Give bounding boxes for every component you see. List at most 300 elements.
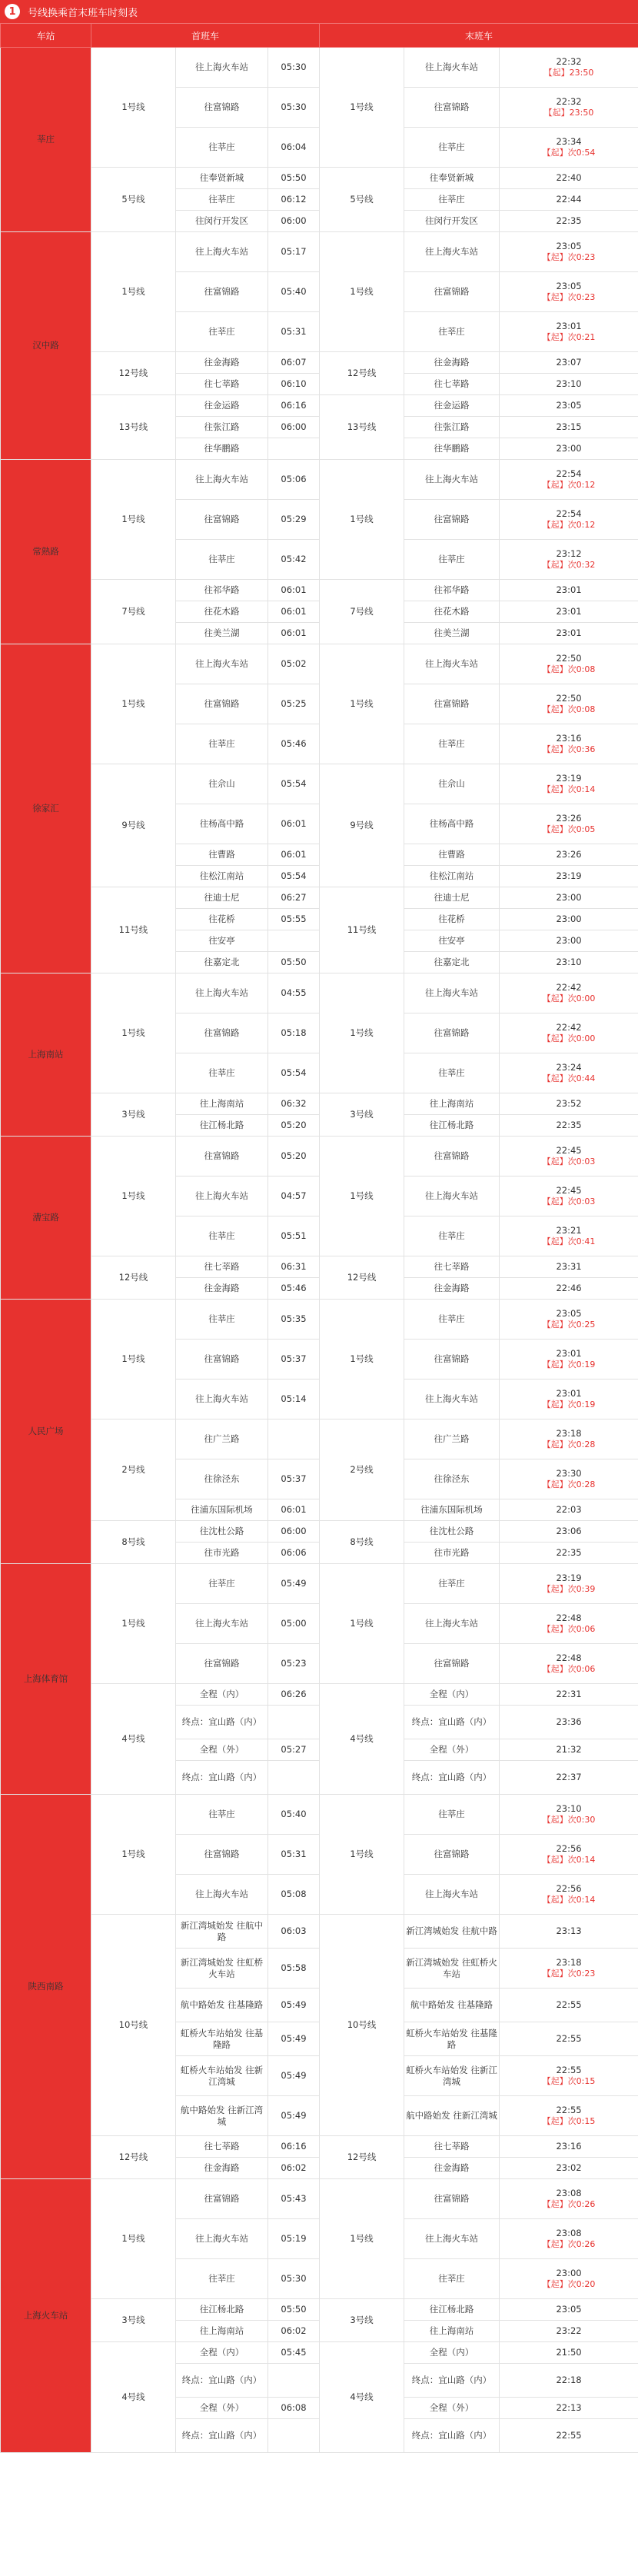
first-train-line: 5号线 — [91, 168, 176, 232]
last-train-time: 23:24 — [556, 1062, 582, 1073]
last-train-time: 22:42 — [556, 1022, 582, 1033]
last-train-direction: 往莘庄 — [404, 540, 500, 580]
last-train-direction: 往佘山 — [404, 764, 500, 804]
first-train-time: 05:23 — [268, 1644, 320, 1684]
last-train-time: 22:50 — [556, 653, 582, 664]
last-train-time: 22:45 — [556, 1145, 582, 1156]
first-train-time: 05:42 — [268, 540, 320, 580]
last-train-time: 23:34 — [556, 136, 582, 147]
first-train-direction: 往上海火车站 — [176, 1177, 268, 1216]
last-train-direction: 往花木路 — [404, 601, 500, 623]
last-train-time-cell — [500, 973, 638, 1013]
table-row — [1, 1419, 638, 1459]
table-row — [1, 2179, 638, 2219]
last-train-line: 12号线 — [320, 352, 404, 395]
last-train-direction: 往祁华路 — [404, 580, 500, 601]
last-train-time: 21:50 — [556, 2347, 582, 2358]
first-train-direction: 往华鹏路 — [176, 438, 268, 460]
first-train-direction: 往金海路 — [176, 2158, 268, 2179]
first-train-direction: 往莘庄 — [176, 312, 268, 352]
last-train-direction: 往富锦路 — [404, 1835, 500, 1875]
column-header-station: 车站 — [1, 24, 91, 48]
first-train-direction: 往七莘路 — [176, 1256, 268, 1278]
last-train-time: 23:05 — [556, 2304, 582, 2315]
column-header-last-train: 末班车 — [320, 24, 638, 48]
last-train-direction: 往七莘路 — [404, 1256, 500, 1278]
last-train-time: 22:55 — [556, 2105, 582, 2115]
table-row — [1, 460, 638, 500]
first-train-direction: 往七莘路 — [176, 2136, 268, 2158]
first-train-direction: 往金运路 — [176, 395, 268, 417]
first-train-direction: 往富锦路 — [176, 1644, 268, 1684]
first-train-direction: 往富锦路 — [176, 500, 268, 540]
first-train-time: 05:49 — [268, 1564, 320, 1604]
last-train-time-cell — [500, 1739, 638, 1761]
first-train-line: 3号线 — [91, 1093, 176, 1137]
table-row — [1, 168, 638, 189]
last-train-time-cell — [500, 1137, 638, 1177]
first-train-time: 05:46 — [268, 1278, 320, 1300]
first-train-time: 05:31 — [268, 312, 320, 352]
last-train-time-cell — [500, 866, 638, 887]
first-train-direction: 往莘庄 — [176, 1564, 268, 1604]
last-train-time-cell — [500, 1278, 638, 1300]
last-train-time: 22:35 — [556, 1547, 582, 1558]
last-train-time: 22:55 — [556, 2065, 582, 2075]
first-train-direction: 往莘庄 — [176, 1795, 268, 1835]
last-train-direction: 往上海火车站 — [404, 973, 500, 1013]
last-train-direction: 往金海路 — [404, 1278, 500, 1300]
last-train-time-cell — [500, 1115, 638, 1137]
first-train-direction: 虹桥火车站始发 往基隆路 — [176, 2022, 268, 2056]
first-train-direction: 往莘庄 — [176, 189, 268, 211]
last-train-direction: 往莘庄 — [404, 1216, 500, 1256]
last-train-line: 1号线 — [320, 232, 404, 352]
last-train-direction: 航中路始发 往新江湾城 — [404, 2096, 500, 2136]
first-train-direction: 往富锦路 — [176, 272, 268, 312]
last-train-time: 22:45 — [556, 1185, 582, 1196]
first-train-direction: 往富锦路 — [176, 2179, 268, 2219]
last-train-time-cell — [500, 312, 638, 352]
first-train-time — [268, 2364, 320, 2398]
table-row — [1, 973, 638, 1013]
last-train-direction: 往莘庄 — [404, 128, 500, 168]
last-train-time-cell — [500, 417, 638, 438]
last-train-time-cell — [500, 2299, 638, 2321]
last-train-direction: 往上海火车站 — [404, 460, 500, 500]
first-train-time: 04:55 — [268, 973, 320, 1013]
last-train-time-cell — [500, 2398, 638, 2419]
first-train-direction: 往闵行开发区 — [176, 211, 268, 232]
last-train-time: 23:01 — [556, 606, 582, 617]
last-train-origin-note: 【起】次0:30 — [542, 1815, 596, 1825]
last-train-direction: 往上海火车站 — [404, 644, 500, 684]
last-train-line: 3号线 — [320, 1093, 404, 1137]
first-train-time: 05:25 — [268, 684, 320, 724]
station-name: 徐家汇 — [1, 644, 91, 973]
last-train-direction: 往上海火车站 — [404, 232, 500, 272]
last-train-time: 23:00 — [556, 914, 582, 924]
last-train-time: 23:31 — [556, 1261, 582, 1272]
last-train-time: 22:50 — [556, 693, 582, 704]
first-train-direction: 航中路始发 往基隆路 — [176, 1989, 268, 2022]
first-train-time: 06:10 — [268, 374, 320, 395]
last-train-time-cell — [500, 804, 638, 844]
first-train-time: 06:00 — [268, 1521, 320, 1543]
last-train-time-cell — [500, 540, 638, 580]
first-train-direction: 往花桥 — [176, 909, 268, 930]
last-train-direction: 往富锦路 — [404, 684, 500, 724]
last-train-time-cell — [500, 2342, 638, 2364]
first-train-time: 06:03 — [268, 1915, 320, 1949]
last-train-time-cell — [500, 764, 638, 804]
last-train-direction: 往闵行开发区 — [404, 211, 500, 232]
last-train-time-cell — [500, 189, 638, 211]
last-train-time: 23:10 — [556, 378, 582, 389]
first-train-time: 06:00 — [268, 211, 320, 232]
first-train-time: 05:54 — [268, 764, 320, 804]
last-train-time: 23:01 — [556, 627, 582, 638]
first-train-time: 05:49 — [268, 2022, 320, 2056]
last-train-time-cell — [500, 1949, 638, 1989]
first-train-direction: 往莘庄 — [176, 128, 268, 168]
last-train-time-cell — [500, 844, 638, 866]
table-row — [1, 1564, 638, 1604]
first-train-time — [268, 930, 320, 952]
last-train-time-cell — [500, 1761, 638, 1795]
last-train-line: 1号线 — [320, 1795, 404, 1915]
last-train-time: 23:22 — [556, 2325, 582, 2336]
first-train-line: 1号线 — [91, 1300, 176, 1419]
last-train-direction: 往富锦路 — [404, 272, 500, 312]
first-train-time: 04:57 — [268, 1177, 320, 1216]
first-train-direction: 往上海火车站 — [176, 973, 268, 1013]
first-train-direction: 往张江路 — [176, 417, 268, 438]
table-row — [1, 580, 638, 601]
first-train-time: 05:14 — [268, 1380, 320, 1419]
first-train-time: 05:54 — [268, 866, 320, 887]
timetable — [0, 23, 638, 2453]
last-train-time-cell — [500, 1177, 638, 1216]
first-train-direction: 往莘庄 — [176, 724, 268, 764]
first-train-time: 06:01 — [268, 1499, 320, 1521]
last-train-direction: 往富锦路 — [404, 1644, 500, 1684]
last-train-time-cell — [500, 1543, 638, 1564]
last-train-direction: 往莘庄 — [404, 1564, 500, 1604]
last-train-time-cell — [500, 352, 638, 374]
last-train-time-cell — [500, 1419, 638, 1459]
first-train-time: 05:02 — [268, 644, 320, 684]
table-row — [1, 764, 638, 804]
station-name: 人民广场 — [1, 1300, 91, 1564]
last-train-time: 22:35 — [556, 215, 582, 226]
first-train-time: 05:18 — [268, 1013, 320, 1053]
first-train-time: 05:51 — [268, 1216, 320, 1256]
table-row — [1, 644, 638, 684]
table-row — [1, 48, 638, 88]
last-train-origin-note: 【起】23:50 — [543, 68, 594, 78]
first-train-direction: 往广兰路 — [176, 1419, 268, 1459]
last-train-time-cell — [500, 1013, 638, 1053]
last-train-time: 23:05 — [556, 400, 582, 411]
last-train-direction: 往上海火车站 — [404, 48, 500, 88]
first-train-time: 05:45 — [268, 2342, 320, 2364]
last-train-time-cell — [500, 395, 638, 417]
last-train-direction: 往莘庄 — [404, 312, 500, 352]
last-train-direction: 往上海火车站 — [404, 2219, 500, 2259]
first-train-direction: 往上海火车站 — [176, 48, 268, 88]
first-train-direction: 全程（外） — [176, 2398, 268, 2419]
last-train-direction: 往富锦路 — [404, 500, 500, 540]
last-train-time: 23:00 — [556, 443, 582, 454]
last-train-time: 23:16 — [556, 2141, 582, 2152]
last-train-direction: 虹桥火车站始发 往新江湾城 — [404, 2056, 500, 2096]
last-train-origin-note: 【起】次0:19 — [542, 1399, 596, 1409]
first-train-line: 1号线 — [91, 644, 176, 764]
first-train-line: 11号线 — [91, 887, 176, 973]
last-train-origin-note: 【起】次0:36 — [542, 744, 596, 754]
station-name: 汉中路 — [1, 232, 91, 460]
last-train-direction: 往安亭 — [404, 930, 500, 952]
table-row — [1, 395, 638, 417]
last-train-time: 23:12 — [556, 548, 582, 559]
last-train-time: 22:48 — [556, 1652, 582, 1663]
table-row — [1, 1093, 638, 1115]
last-train-origin-note: 【起】次0:39 — [542, 1584, 596, 1594]
first-train-direction: 往奉贤新城 — [176, 168, 268, 189]
first-train-line: 13号线 — [91, 395, 176, 460]
last-train-line: 1号线 — [320, 1564, 404, 1684]
last-train-time: 23:15 — [556, 421, 582, 432]
last-train-direction: 全程（内） — [404, 2342, 500, 2364]
last-train-time-cell — [500, 2179, 638, 2219]
first-train-direction: 往杨高中路 — [176, 804, 268, 844]
table-row — [1, 2342, 638, 2364]
last-train-time-cell — [500, 232, 638, 272]
last-train-time: 22:48 — [556, 1612, 582, 1623]
last-train-time-cell — [500, 460, 638, 500]
last-train-time-cell — [500, 909, 638, 930]
table-row — [1, 887, 638, 909]
last-train-time: 23:00 — [556, 935, 582, 946]
last-train-origin-note: 【起】次0:06 — [542, 1664, 596, 1674]
first-train-direction: 新江湾城始发 往航中路 — [176, 1915, 268, 1949]
last-train-direction: 往市光路 — [404, 1543, 500, 1564]
first-train-time: 05:49 — [268, 1989, 320, 2022]
first-train-time: 06:01 — [268, 580, 320, 601]
first-train-time — [268, 1419, 320, 1459]
first-train-time: 05:46 — [268, 724, 320, 764]
first-train-direction: 往上海火车站 — [176, 644, 268, 684]
last-train-time-cell — [500, 1093, 638, 1115]
first-train-direction: 往上海火车站 — [176, 460, 268, 500]
first-train-direction: 往莘庄 — [176, 1053, 268, 1093]
last-train-direction: 往沈杜公路 — [404, 1521, 500, 1543]
last-train-time: 23:30 — [556, 1468, 582, 1479]
first-train-direction: 往富锦路 — [176, 1013, 268, 1053]
first-train-direction: 往沈杜公路 — [176, 1521, 268, 1543]
last-train-line: 8号线 — [320, 1521, 404, 1564]
table-row — [1, 232, 638, 272]
last-train-direction: 终点：宜山路（内） — [404, 2364, 500, 2398]
last-train-origin-note: 【起】次0:06 — [542, 1624, 596, 1634]
last-train-origin-note: 【起】次0:54 — [542, 148, 596, 158]
last-train-time: 23:21 — [556, 1225, 582, 1236]
last-train-time-cell — [500, 211, 638, 232]
first-train-line: 1号线 — [91, 232, 176, 352]
last-train-direction: 往徐泾东 — [404, 1459, 500, 1499]
last-train-line: 11号线 — [320, 887, 404, 973]
station-name: 上海南站 — [1, 973, 91, 1137]
first-train-time: 05:20 — [268, 1137, 320, 1177]
first-train-time: 05:19 — [268, 2219, 320, 2259]
last-train-direction: 往富锦路 — [404, 2179, 500, 2219]
last-train-time-cell — [500, 1459, 638, 1499]
first-train-direction: 往富锦路 — [176, 684, 268, 724]
first-train-line: 1号线 — [91, 1564, 176, 1684]
last-train-origin-note: 【起】次0:23 — [542, 292, 596, 302]
last-train-time: 21:32 — [556, 1744, 582, 1755]
last-train-time: 22:54 — [556, 508, 582, 519]
last-train-time-cell — [500, 128, 638, 168]
last-train-line: 12号线 — [320, 2136, 404, 2179]
last-train-direction: 往上海火车站 — [404, 1875, 500, 1915]
last-train-time: 23:07 — [556, 357, 582, 368]
first-train-direction: 航中路始发 往新江湾城 — [176, 2096, 268, 2136]
table-row — [1, 1256, 638, 1278]
first-train-time: 05:49 — [268, 2096, 320, 2136]
first-train-line: 1号线 — [91, 1137, 176, 1256]
last-train-time-cell — [500, 2219, 638, 2259]
last-train-time-cell — [500, 2259, 638, 2299]
last-train-time: 23:05 — [556, 281, 582, 291]
last-train-direction: 往莘庄 — [404, 189, 500, 211]
first-train-time: 06:08 — [268, 2398, 320, 2419]
last-train-line: 13号线 — [320, 395, 404, 460]
last-train-time: 23:19 — [556, 870, 582, 881]
last-train-time: 23:08 — [556, 2188, 582, 2198]
first-train-line: 4号线 — [91, 1684, 176, 1795]
last-train-origin-note: 【起】次0:14 — [542, 1855, 596, 1865]
first-train-direction: 往莘庄 — [176, 2259, 268, 2299]
first-train-direction: 新江湾城始发 往虹桥火车站 — [176, 1949, 268, 1989]
last-train-time: 22:55 — [556, 2430, 582, 2441]
last-train-time: 23:10 — [556, 1803, 582, 1814]
last-train-direction: 往上海火车站 — [404, 1380, 500, 1419]
last-train-direction: 往江杨北路 — [404, 1115, 500, 1137]
last-train-time: 23:19 — [556, 773, 582, 784]
first-train-direction: 往上海火车站 — [176, 232, 268, 272]
last-train-time: 23:19 — [556, 1573, 582, 1583]
first-train-time: 06:01 — [268, 601, 320, 623]
first-train-line: 1号线 — [91, 48, 176, 168]
last-train-time-cell — [500, 2321, 638, 2342]
last-train-time-cell — [500, 623, 638, 644]
first-train-line: 10号线 — [91, 1915, 176, 2136]
first-train-time: 05:31 — [268, 1835, 320, 1875]
last-train-line: 1号线 — [320, 48, 404, 168]
first-train-time: 05:43 — [268, 2179, 320, 2219]
last-train-time: 22:44 — [556, 194, 582, 205]
last-train-direction: 往松江南站 — [404, 866, 500, 887]
last-train-direction: 往富锦路 — [404, 1340, 500, 1380]
last-train-time: 23:05 — [556, 1308, 582, 1319]
first-train-time: 06:27 — [268, 887, 320, 909]
last-train-line: 1号线 — [320, 2179, 404, 2299]
last-train-line: 2号线 — [320, 1419, 404, 1521]
first-train-time: 06:07 — [268, 352, 320, 374]
last-train-time: 22:18 — [556, 2375, 582, 2385]
last-train-time: 23:26 — [556, 849, 582, 860]
first-train-direction: 往安亭 — [176, 930, 268, 952]
last-train-time: 23:06 — [556, 1526, 582, 1536]
last-train-origin-note: 【起】次0:26 — [542, 2239, 596, 2249]
last-train-line: 1号线 — [320, 1300, 404, 1419]
last-train-time: 22:46 — [556, 1283, 582, 1293]
last-train-time-cell — [500, 438, 638, 460]
last-train-time-cell — [500, 1875, 638, 1915]
first-train-time: 05:50 — [268, 168, 320, 189]
station-name: 常熟路 — [1, 460, 91, 644]
first-train-direction: 往美兰湖 — [176, 623, 268, 644]
last-train-direction: 虹桥火车站始发 往基隆路 — [404, 2022, 500, 2056]
header-bar — [0, 0, 638, 23]
last-train-origin-note: 【起】次0:12 — [542, 480, 596, 490]
last-train-origin-note: 【起】次0:14 — [542, 1895, 596, 1905]
first-train-direction: 往七莘路 — [176, 374, 268, 395]
first-train-line: 1号线 — [91, 460, 176, 580]
first-train-direction: 往祁华路 — [176, 580, 268, 601]
table-row — [1, 1521, 638, 1543]
last-train-origin-note: 【起】次0:00 — [542, 993, 596, 1003]
last-train-time-cell — [500, 930, 638, 952]
last-train-time-cell — [500, 1989, 638, 2022]
first-train-time: 05:30 — [268, 88, 320, 128]
first-train-line: 12号线 — [91, 2136, 176, 2179]
last-train-time: 22:03 — [556, 1504, 582, 1515]
last-train-line: 7号线 — [320, 580, 404, 644]
table-row — [1, 352, 638, 374]
table-row — [1, 2136, 638, 2158]
first-train-direction: 终点：宜山路（内） — [176, 2364, 268, 2398]
last-train-time: 23:01 — [556, 1388, 582, 1399]
last-train-time-cell — [500, 500, 638, 540]
first-train-time: 06:00 — [268, 417, 320, 438]
last-train-time: 22:54 — [556, 468, 582, 479]
first-train-time: 05:30 — [268, 2259, 320, 2299]
last-train-direction: 往金运路 — [404, 395, 500, 417]
last-train-direction: 往华鹏路 — [404, 438, 500, 460]
last-train-line: 3号线 — [320, 2299, 404, 2342]
last-train-time-cell — [500, 580, 638, 601]
last-train-line: 1号线 — [320, 1137, 404, 1256]
first-train-time: 06:01 — [268, 844, 320, 866]
last-train-direction: 航中路始发 往基隆路 — [404, 1989, 500, 2022]
last-train-time-cell — [500, 1499, 638, 1521]
station-name: 上海火车站 — [1, 2179, 91, 2453]
last-train-line: 4号线 — [320, 1684, 404, 1795]
first-train-time: 05:37 — [268, 1459, 320, 1499]
first-train-direction: 往曹路 — [176, 844, 268, 866]
first-train-direction: 全程（内） — [176, 2342, 268, 2364]
last-train-time-cell — [500, 644, 638, 684]
last-train-time: 23:01 — [556, 321, 582, 331]
last-train-time-cell — [500, 2158, 638, 2179]
last-train-origin-note: 【起】次0:19 — [542, 1360, 596, 1370]
station-name: 漕宝路 — [1, 1137, 91, 1300]
last-train-direction: 往七莘路 — [404, 2136, 500, 2158]
last-train-time-cell — [500, 2056, 638, 2096]
